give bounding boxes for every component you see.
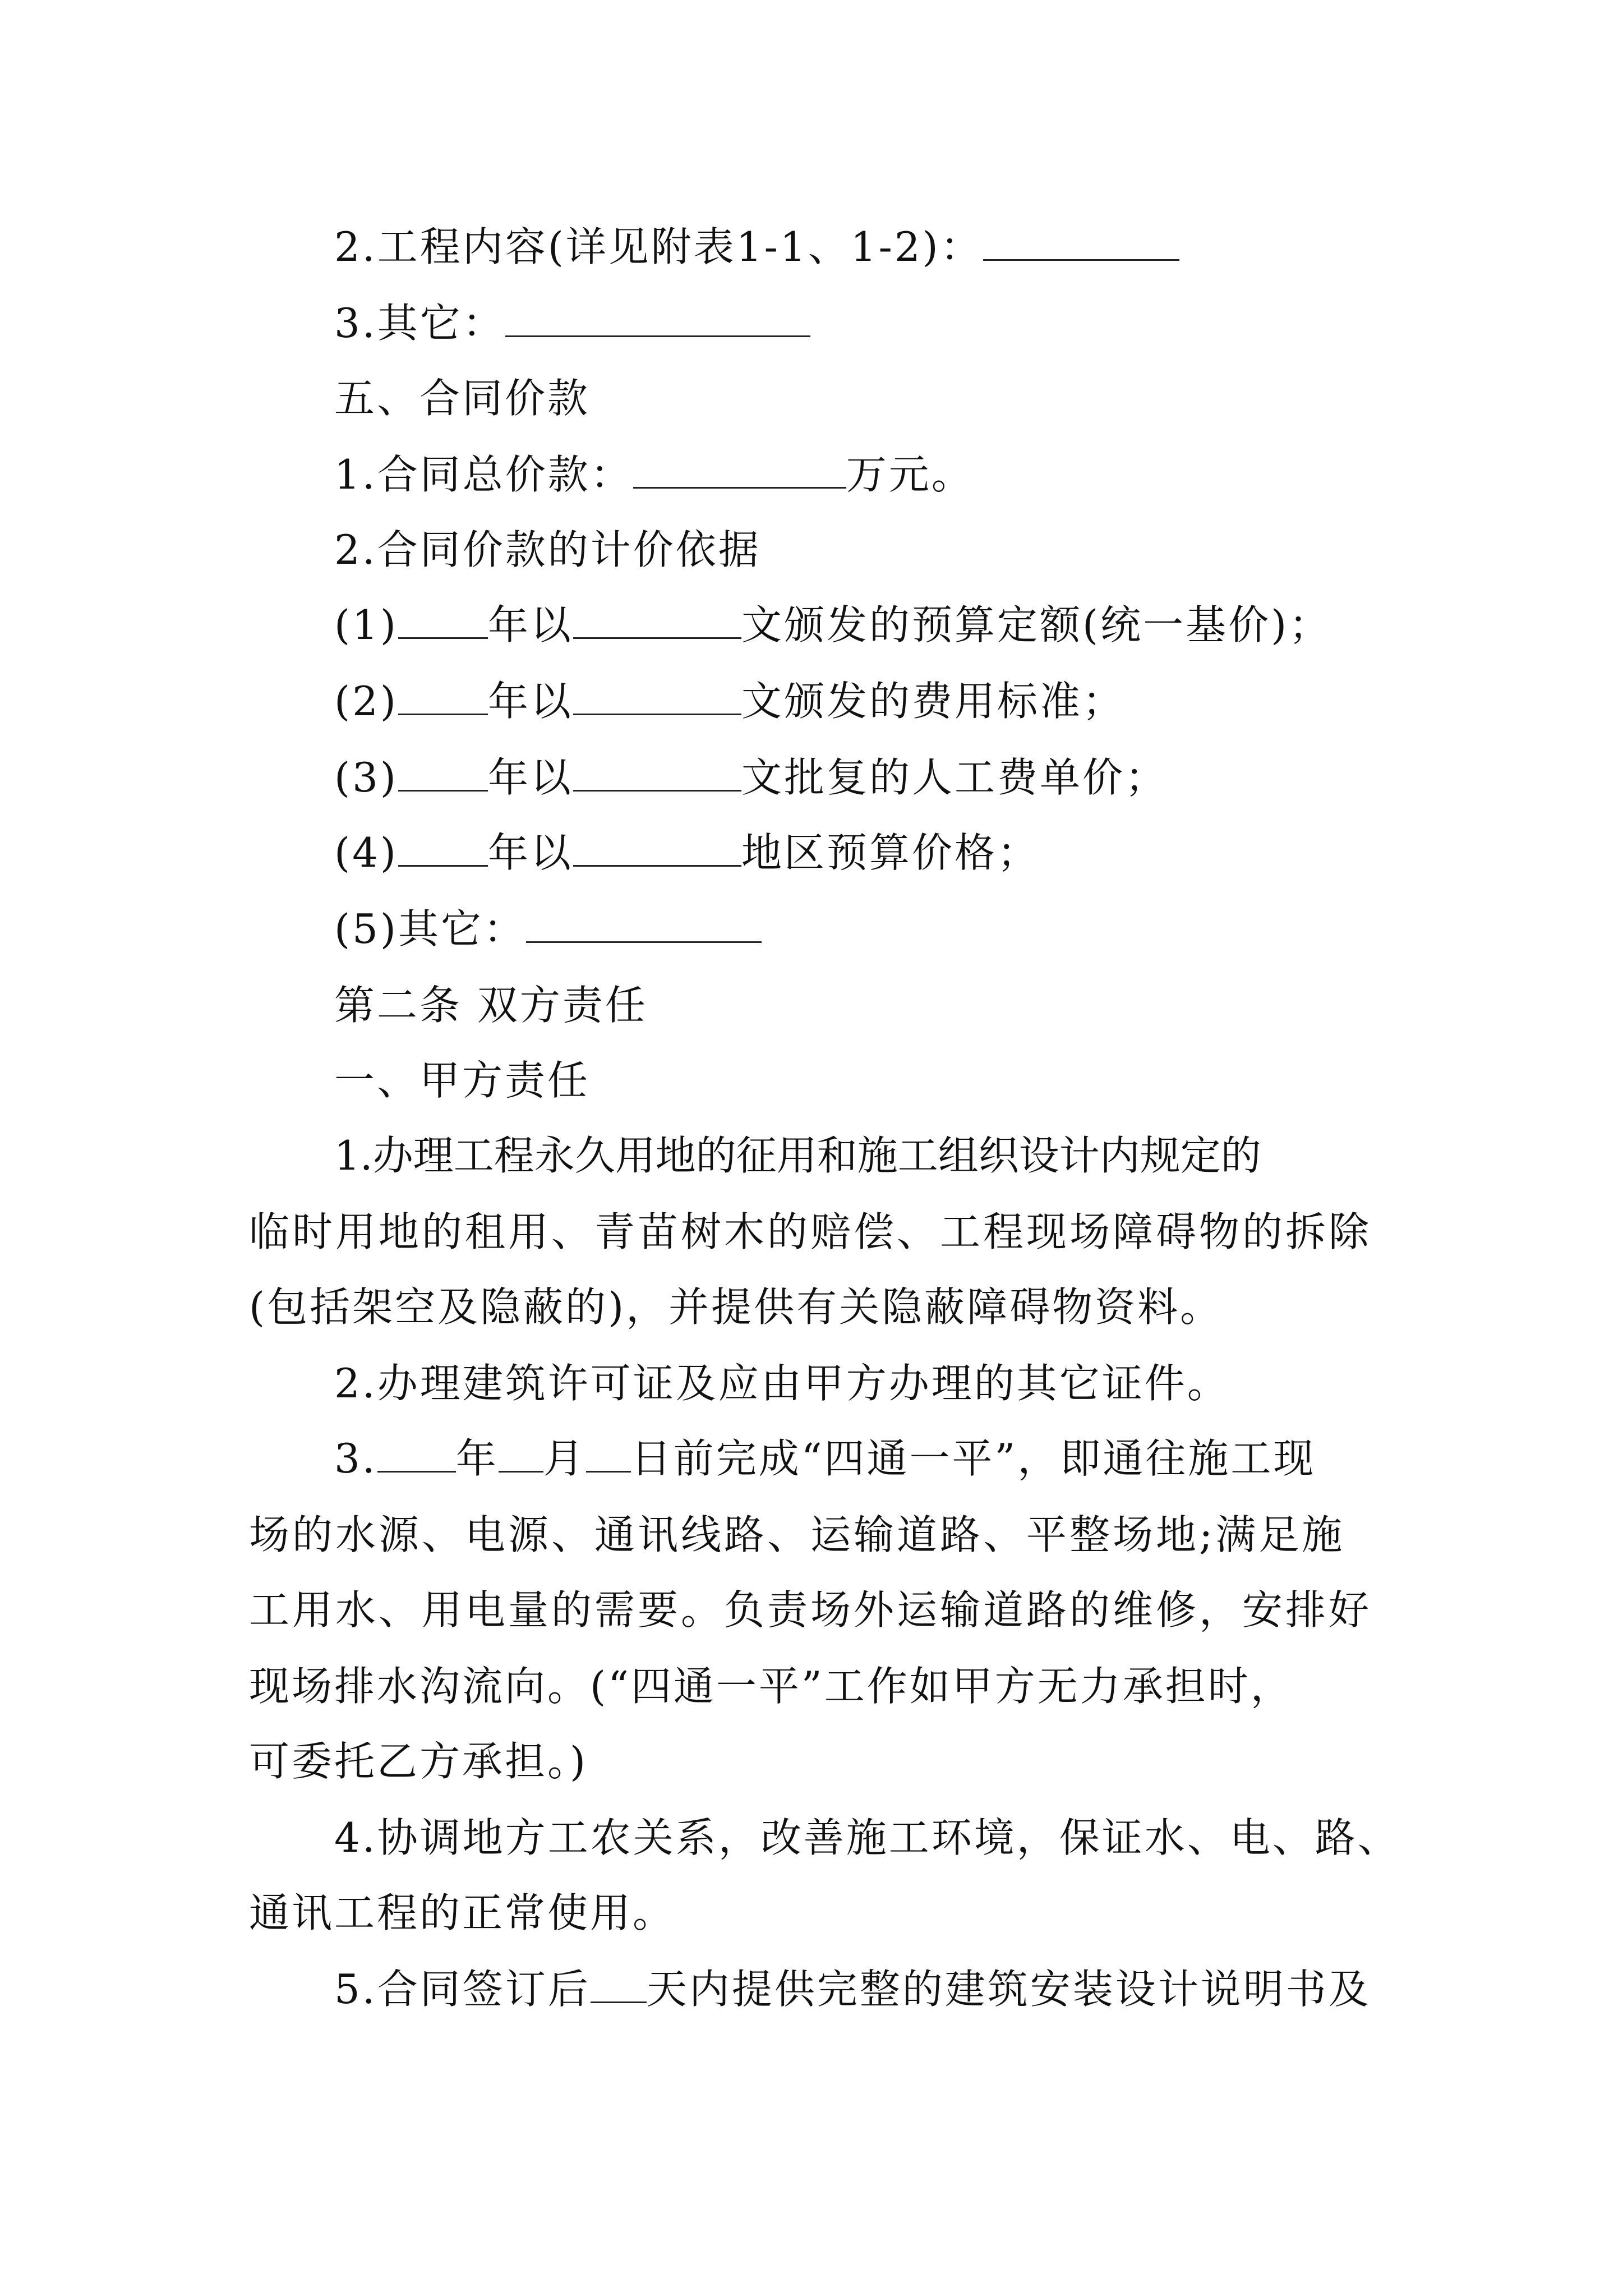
blank-field[interactable] [377,1439,456,1473]
blank-field[interactable] [573,834,741,867]
blank-field[interactable] [398,758,488,792]
section-heading-contract-price: 五、合同价款 [334,375,591,422]
blank-field[interactable] [398,606,488,639]
line-project-content: 2.工程内容(详见附表1-1、1-2)： [334,219,1179,275]
blank-field[interactable] [573,682,741,715]
paragraph-line: (包括架空及隐蔽的)，并提供有关隐蔽障碍物资料。 [249,1283,1223,1331]
blank-field[interactable] [586,1439,631,1473]
blank-field[interactable] [398,682,488,715]
section-heading-party-a: 一、甲方责任 [334,1057,591,1104]
line-basis-1: (1) 年以 文颁发的预算定额(统一基价)； [334,601,1332,648]
line-pricing-basis: 2.合同价款的计价依据 [334,526,761,573]
blank-field[interactable] [398,834,488,867]
paragraph-line: 3. 年 月 日前完成“四通一平”，即通往施工现 [334,1435,1316,1482]
paragraph-line: 1.办理工程永久用地的征用和施工组织设计内规定的 [334,1132,1261,1179]
paragraph-line: 可委托乙方承担。) [249,1738,588,1785]
paragraph-line: 现场排水沟流向。(“四通一平”工作如甲方无力承担时， [249,1663,1293,1710]
blank-field[interactable] [526,910,762,943]
paragraph-line: 工用水、用电量的需要。负责场外运输道路的维修，安排好 [249,1586,1372,1634]
line-basis-4: (4) 年以 地区预算价格； [334,829,1040,876]
line-basis-5: (5)其它： [334,901,762,957]
blank-field[interactable] [633,455,846,489]
paragraph-line: 4.协调地方工农关系，改善施工环境，保证水、电、路、 [334,1814,1400,1861]
blank-field[interactable] [591,1970,647,2003]
line-basis-3: (3) 年以 文批复的人工费单价； [334,754,1168,801]
paragraph-line: 5.合同签订后 天内提供完整的建筑安装设计说明书及 [334,1966,1371,2013]
paragraph-line: 临时用地的租用、青苗树木的赔偿、工程现场障碍物的拆除 [249,1208,1372,1255]
blank-field[interactable] [983,228,1179,261]
line-basis-2: (2) 年以 文颁发的费用标准； [334,678,1126,725]
blank-field[interactable] [573,758,741,792]
article-heading-responsibilities: 第二条 双方责任 [334,982,648,1029]
blank-field[interactable] [505,304,810,337]
line-other: 3.其它： [334,295,810,351]
blank-field[interactable] [573,606,741,639]
paragraph-line: 场的水源、电源、通讯线路、运输道路、平整场地;满足施 [249,1511,1345,1558]
paragraph-line: 通讯工程的正常使用。 [249,1889,676,1936]
line-total-price: 1.合同总价款： 万元。 [334,451,974,498]
blank-field[interactable] [499,1439,543,1473]
paragraph-line: 2.办理建筑许可证及应由甲方办理的其它证件。 [334,1360,1230,1407]
